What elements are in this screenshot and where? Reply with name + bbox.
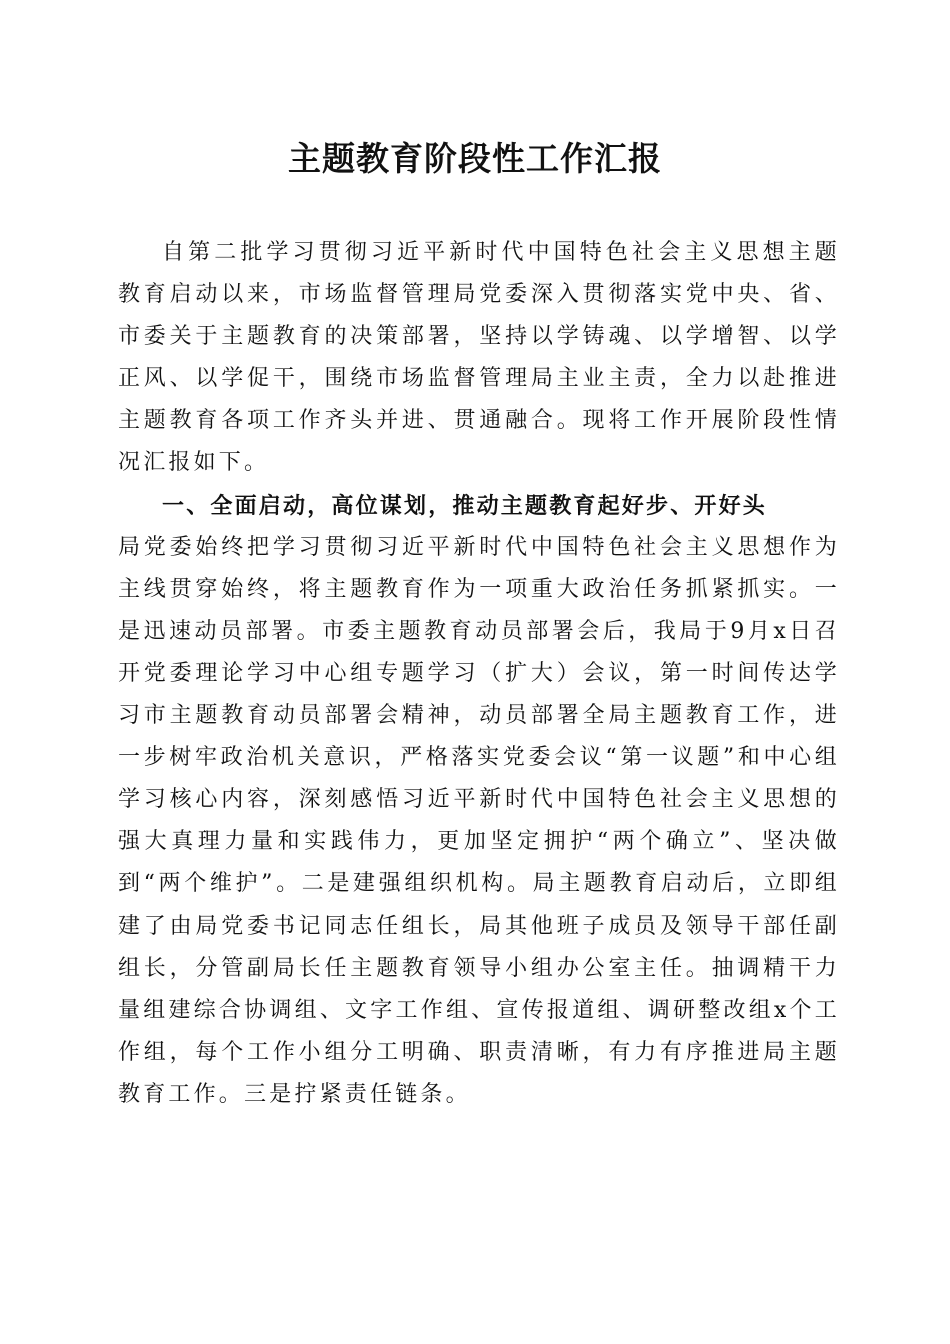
intro-paragraph: 自第二批学习贯彻习近平新时代中国特色社会主义思想主题教育启动以来，市场监督管理局党委深入贯彻落实党中央、省、市委关于主题教育的决策部署，坚持以学铸魂、以学增智、以学正风、以学促干，围绕市场监督管理局主业主责，全力以赴推进主题教育各项工作齐头并进、贯通融合。现将工作开展阶段性情况汇报如下。: [118, 240, 840, 476]
section-paragraph-1: 局党委始终把学习贯彻习近平新时代中国特色社会主义思想作为主线贯穿始终，将主题教育作为一项重大政治任务抓紧抓实。一是迅速动员部署。市委主题教育动员部署会后，我局于9月x日召开党委理论学习中心组专题学习（扩大）会议，第一时间传达学习市主题教育动员部署会精神，动员部署全局主题教育工作，进一步树牢政治机关意识，严格落实党委会议“第一议题”和中心组学习核心内容，深刻感悟习近平新时代中国特色社会主义思想的强大真理力量和实践伟力，更加坚定拥护“两个确立”、坚决做到“两个维护”。二是建强组织机构。局主题教育启动后，立即组建了由局党委书记同志任组长，局其他班子成员及领导干部任副组长，分管副局长任主题教育领导小组办公室主任。抽调精干力量组建综合协调组、文字工作组、宣传报道组、调研整改组x个工作组，每个工作小组分工明确、职责清晰，有力有序推进局主题教育工作。三是拧紧责任链条。: [118, 534, 840, 1107]
section-heading-1: 一、全面启动，高位谋划，推动主题教育起好步、开好头: [162, 492, 768, 519]
document-title: 主题教育阶段性工作汇报: [288, 139, 662, 178]
document-body: [118, 232, 840, 1116]
